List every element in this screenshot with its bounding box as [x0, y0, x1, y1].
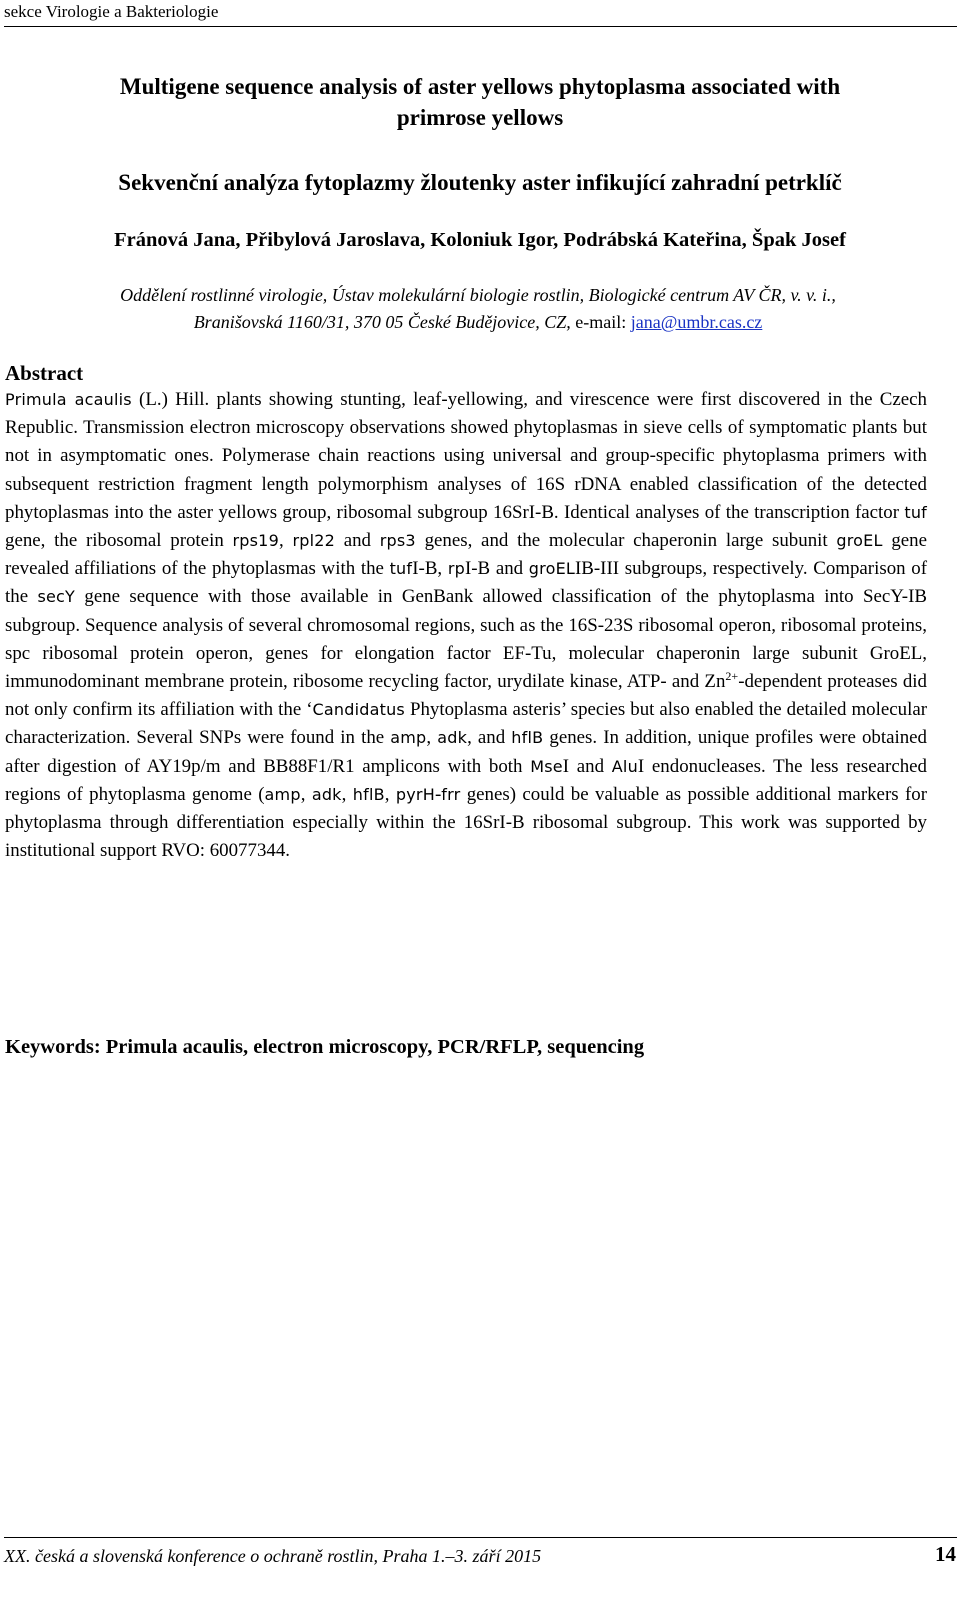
gene-name: pyrH — [395, 784, 435, 804]
abstract-text: , — [341, 783, 353, 805]
affiliation — [6, 282, 950, 336]
footer-conference: XX. česká a slovenská konference o ochraně rostlin, Praha 1.–3. září 2015 — [4, 1546, 542, 1566]
abstract-text: Phytoplasma asteris’ species but also enabled the detailed molecular characterization. Several SNPs were found in the — [5, 699, 927, 749]
abstract-text: (L.) Hill. plants showing stunting, leaf-yellowing, and virescence were first discovered in the Czech Republic. Transmission electron microscopy observations showed phytoplasmas in sieve cells of symptomatic plants but not in asymptomatic ones. Polymerase chain reactions using universal and group-specific phytoplasma primers with subsequent restriction fragment length polymorphism analyses of 16S rDNA enabled classification of the detected phytoplasmas into the aster yellows group, ribosomal subgroup 16SrI-B. Identical analyses of the transcription factor — [5, 389, 927, 523]
abstract-text: , — [426, 727, 438, 749]
abstract-text: I and — [562, 755, 612, 777]
gene-name: amp — [264, 784, 301, 804]
title-line-1: Multigene sequence analysis of aster yellows phytoplasma associated with — [119, 74, 841, 99]
gene-name: hflB — [511, 728, 544, 748]
keywords-line: Keywords: Primula acaulis, electron microscopy, PCR/RFLP, sequencing — [5, 1036, 645, 1058]
header-rule — [4, 26, 957, 27]
species-name: Primula acaulis — [5, 390, 132, 409]
gene-name: rps3 — [379, 531, 416, 551]
gene-name: groEL — [836, 531, 883, 551]
abstract-text: , — [300, 783, 312, 805]
abstract-text: I-B, — [412, 558, 448, 580]
gene-name: groEL — [528, 559, 575, 579]
abstract-text: , and — [467, 727, 512, 749]
gene-name: hflB — [352, 784, 385, 804]
abstract-text: -dependent proteases did not only confirm its affiliation with the ‘ — [5, 671, 927, 721]
gene-name: adk — [437, 728, 468, 748]
superscript: 2+ — [725, 669, 739, 684]
gene-name: secY — [37, 587, 76, 607]
paper-title-czech: Sekvenční analýza fytoplazmy žloutenky aster infikující zahradní petrklíč — [118, 170, 842, 195]
email-label: e-mail: — [575, 312, 627, 332]
abstract-heading: Abstract — [5, 361, 84, 385]
running-header: sekce Virologie a Bakteriologie — [4, 2, 219, 21]
abstract-text: genes) could be valuable as possible additional markers for phytoplasma through differentiation especially within the 16SrI-B ribosomal subgroup. This work was supported by institutional support RVO: 60077344. — [5, 783, 927, 862]
footer-rule — [4, 1537, 957, 1538]
abstract-text: gene sequence with those available in GenBank allowed classification of the phytoplasma into SecY-IB subgroup. Sequence analysis of several chromosomal regions, such as the 16S-23S ribosomal operon, ribosomal proteins, spc ribosomal protein operon, genes for elongation factor EF-Tu, molecular chaperonin large subunit GroEL, immunodominant membrane protein, ribosome recycling factor, urydilate kinase, ATP- and Zn — [5, 586, 927, 693]
enzyme-name: Mse — [530, 756, 563, 776]
abstract-text: - — [434, 783, 442, 805]
paper-title-english — [10, 71, 950, 133]
gene-name: frr — [441, 784, 461, 804]
author-list: Fránová Jana, Přibylová Jaroslava, Koloniuk Igor, Podrábská Kateřina, Špak Josef — [114, 229, 846, 251]
gene-name: rps19 — [232, 531, 279, 551]
gene-name: amp — [390, 728, 427, 748]
abstract-text: genes, and the molecular chaperonin large subunit — [415, 530, 837, 552]
abstract-text: IB-III subgroups, respectively. Comparison of the — [5, 558, 927, 608]
email-link[interactable]: jana@umbr.cas.cz — [630, 312, 763, 332]
abstract-text: I endonucleases. The less researched regions of phytoplasma genome ( — [5, 755, 927, 805]
gene-name: tuf — [389, 559, 413, 579]
abstract-text: gene revealed affiliations of the phytoplasmas with the — [5, 530, 928, 580]
abstract-text: , — [278, 530, 293, 552]
affiliation-line-1: Oddělení rostlinné virologie, Ústav molekulární biologie rostlin, Biologické centrum AV ČR, v. v. i., — [120, 285, 836, 305]
affiliation-line-2: Branišovská 1160/31, 370 05 České Budějovice, CZ, — [193, 312, 571, 332]
abstract-text: I-B and — [464, 558, 529, 580]
abstract-body — [5, 386, 927, 865]
page-number: 14 — [935, 1542, 956, 1566]
gene-name: rpl22 — [292, 531, 335, 551]
title-line-2: primrose yellows — [396, 105, 564, 130]
enzyme-name: Alu — [611, 756, 638, 776]
abstract-text: gene, the ribosomal protein — [5, 530, 233, 552]
gene-name: tuf — [904, 502, 927, 522]
gene-name: adk — [311, 784, 342, 804]
abstract-text: and — [334, 530, 380, 552]
taxon-name: Candidatus — [312, 700, 405, 720]
abstract-text: , — [384, 783, 396, 805]
abstract-text: genes. In addition, unique profiles were obtained after digestion of AY19p/m and BB88F1/R1 amplicons with both — [5, 727, 927, 777]
gene-name: rp — [447, 559, 465, 579]
